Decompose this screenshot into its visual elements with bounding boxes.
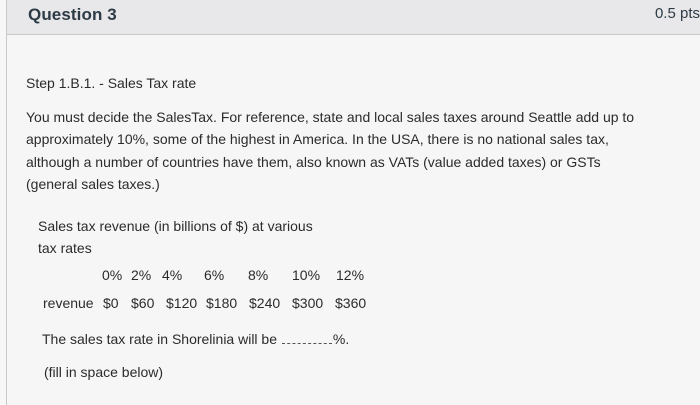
tax-rate-cell: 4% — [162, 267, 183, 283]
revenue-cell: $180 — [206, 295, 238, 311]
question-header — [6, 0, 700, 35]
instruction-text: (fill in space below) — [44, 364, 164, 380]
tax-rate-cell: 10% — [292, 267, 321, 283]
paragraph-line-4: (general sales taxes.) — [26, 176, 160, 192]
revenue-row — [0, 295, 700, 315]
tax-rate-cell: 12% — [336, 267, 365, 283]
revenue-cell: $360 — [335, 295, 367, 311]
tax-rate-cell: 8% — [248, 267, 269, 283]
step-label: Step 1.B.1. - Sales Tax rate — [26, 75, 197, 91]
revenue-cell: $60 — [131, 295, 155, 311]
revenue-cell: $120 — [166, 295, 198, 311]
revenue-label: revenue — [43, 295, 94, 311]
table-caption-line-2: tax rates — [38, 240, 92, 256]
answer-suffix: %. — [332, 331, 350, 347]
tax-rate-cell: 0% — [102, 267, 123, 283]
answer-prefix: The sales tax rate in Shorelinia will be — [42, 331, 278, 347]
question-title: Question 3 — [28, 5, 117, 24]
revenue-cell: $0 — [103, 295, 119, 311]
question-points: 0.5 pts — [654, 5, 700, 22]
paragraph-line-1: You must decide the SalesTax. For reference, state and local sales taxes around Seattle add up to — [26, 109, 635, 125]
revenue-cell: $300 — [292, 295, 324, 311]
answer-sentence — [42, 328, 349, 350]
paragraph-line-2: approximately 10%, some of the highest in America. In the USA, there is no national sales tax, — [26, 131, 609, 147]
revenue-cell: $240 — [249, 295, 281, 311]
tax-rate-cell: 6% — [204, 267, 225, 283]
paragraph-line-3: although a number of countries have them, also known as VATs (value added taxes) or GSTs — [26, 154, 601, 170]
table-caption-line-1: Sales tax revenue (in billions of $) at various — [38, 218, 313, 234]
answer-blank[interactable] — [282, 333, 332, 344]
tax-rate-row — [0, 267, 700, 287]
tax-rate-cell: 2% — [131, 267, 152, 283]
